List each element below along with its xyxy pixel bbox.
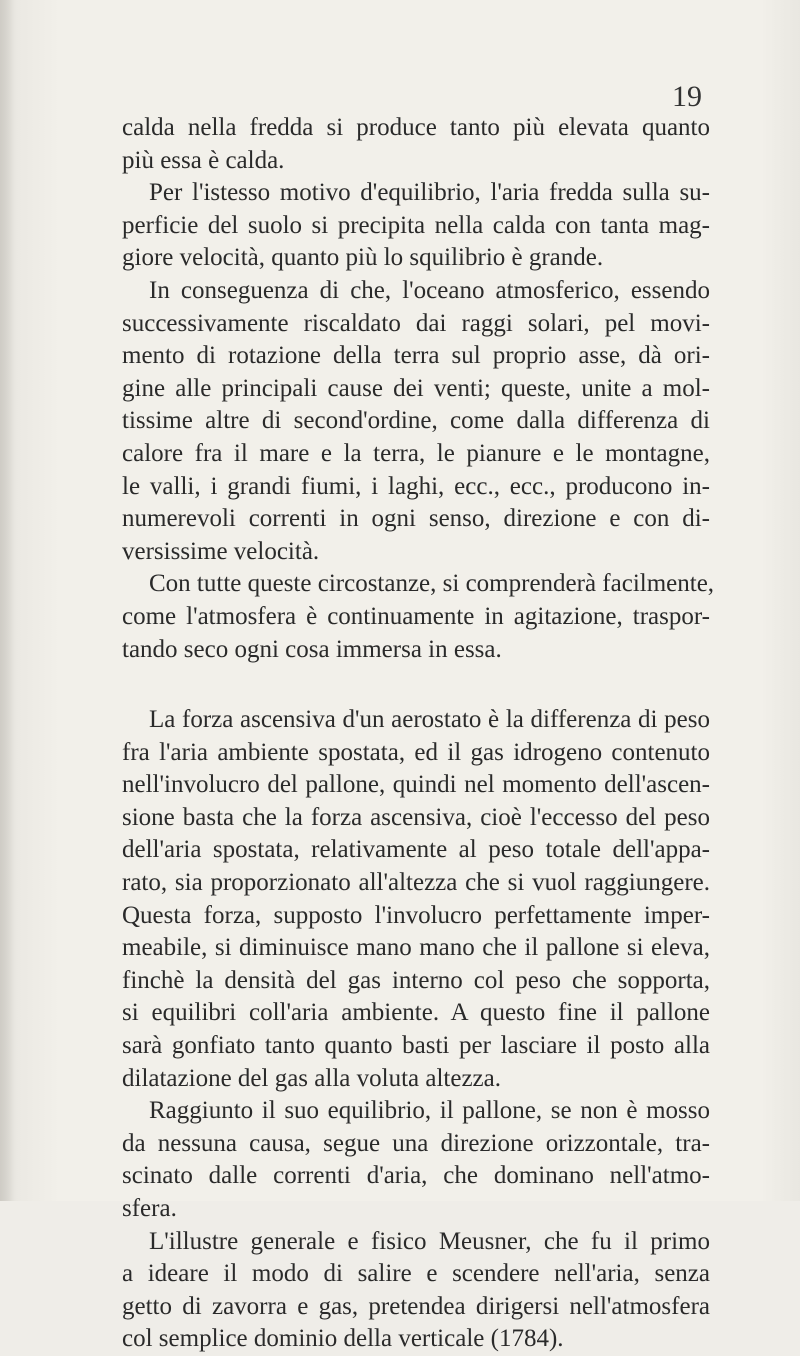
text-line: mento di rotazione della terra sul proprio asse, dà ori- bbox=[122, 342, 710, 370]
page-spine-shadow bbox=[0, 0, 14, 1201]
text-line: tando seco ogni cosa immersa in essa. bbox=[122, 635, 502, 663]
text-line: come l'atmosfera è continuamente in agitazione, traspor- bbox=[122, 602, 710, 630]
text-line: dell'aria spostata, relativamente al peso totale dell'appa- bbox=[122, 836, 710, 864]
text-line: Per l'istesso motivo d'equilibrio, l'aria fredda sulla su- bbox=[149, 179, 710, 207]
section-gap bbox=[122, 666, 710, 704]
text-line: dilatazione del gas alla voluta altezza. bbox=[122, 1064, 501, 1092]
text-line: da nessuna causa, segue una direzione orizzontale, tra- bbox=[122, 1129, 710, 1157]
text-line: gine alle principali cause dei venti; queste, unite a mol- bbox=[122, 374, 710, 402]
text-line: nell'involucro del pallone, quindi nel momento dell'ascen- bbox=[122, 771, 710, 799]
text-line: successivamente riscaldato dai raggi solari, pel movi- bbox=[122, 309, 710, 337]
text-line: Raggiunto il suo equilibrio, il pallone, se non è mosso bbox=[149, 1097, 710, 1125]
text-line: finchè la densità del gas interno col peso che sopporta, bbox=[122, 966, 710, 994]
body-text bbox=[122, 112, 715, 1356]
text-line: meabile, si diminuisce mano mano che il pallone si eleva, bbox=[122, 934, 710, 962]
text-line: fra l'aria ambiente spostata, ed il gas idrogeno contenuto bbox=[122, 738, 710, 766]
text-line: perficie del suolo si precipita nella calda con tanta mag- bbox=[122, 211, 710, 239]
text-line: getto di zavorra e gas, pretendea dirigersi nell'atmosfera bbox=[122, 1292, 710, 1320]
text-line: Questa forza, supposto l'involucro perfettamente imper- bbox=[122, 901, 710, 929]
text-line: Con tutte queste circostanze, si comprenderà facilmente, bbox=[149, 570, 715, 598]
text-line: sfera. bbox=[122, 1195, 177, 1222]
text-line: La forza ascensiva d'un aerostato è la differenza di peso bbox=[149, 706, 710, 734]
text-line: più essa è calda. bbox=[122, 146, 285, 174]
text-line: sarà gonfiato tanto quanto basti per lasciare il posto alla bbox=[122, 1032, 710, 1060]
text-line: calore fra il mare e la terra, le pianure e le montagne, bbox=[122, 439, 710, 467]
text-line: L'illustre generale e fisico Meusner, che fu il primo bbox=[149, 1227, 710, 1255]
text-line: In conseguenza di che, l'oceano atmosferico, essendo bbox=[149, 276, 710, 304]
text-line: a ideare il modo di salire e scendere nell'aria, senza bbox=[122, 1260, 710, 1288]
text-line: tissime altre di second'ordine, come dalla differenza di bbox=[122, 407, 710, 435]
text-line: versissime velocità. bbox=[122, 537, 320, 565]
text-line: rato, sia proporzionato all'altezza che si vuol raggiungere. bbox=[122, 869, 710, 897]
text-line: le valli, i grandi fiumi, i laghi, ecc., ecc., producono in- bbox=[122, 472, 710, 500]
text-line: scinato dalle correnti d'aria, che dominano nell'atmo- bbox=[122, 1162, 710, 1190]
text-line: calda nella fredda si produce tanto più elevata quanto bbox=[122, 114, 710, 141]
text-line: col semplice dominio della verticale (1784). bbox=[122, 1325, 564, 1353]
page-number: 19 bbox=[672, 80, 702, 113]
text-line: sione basta che la forza ascensiva, cioè l'eccesso del peso bbox=[122, 803, 710, 831]
text-line: si equilibri coll'aria ambiente. A questo fine il pallone bbox=[122, 999, 710, 1027]
text-line: numerevoli correnti in ogni senso, direzione e con di- bbox=[122, 505, 710, 533]
text-line: giore velocità, quanto più lo squilibrio è grande. bbox=[122, 244, 604, 272]
